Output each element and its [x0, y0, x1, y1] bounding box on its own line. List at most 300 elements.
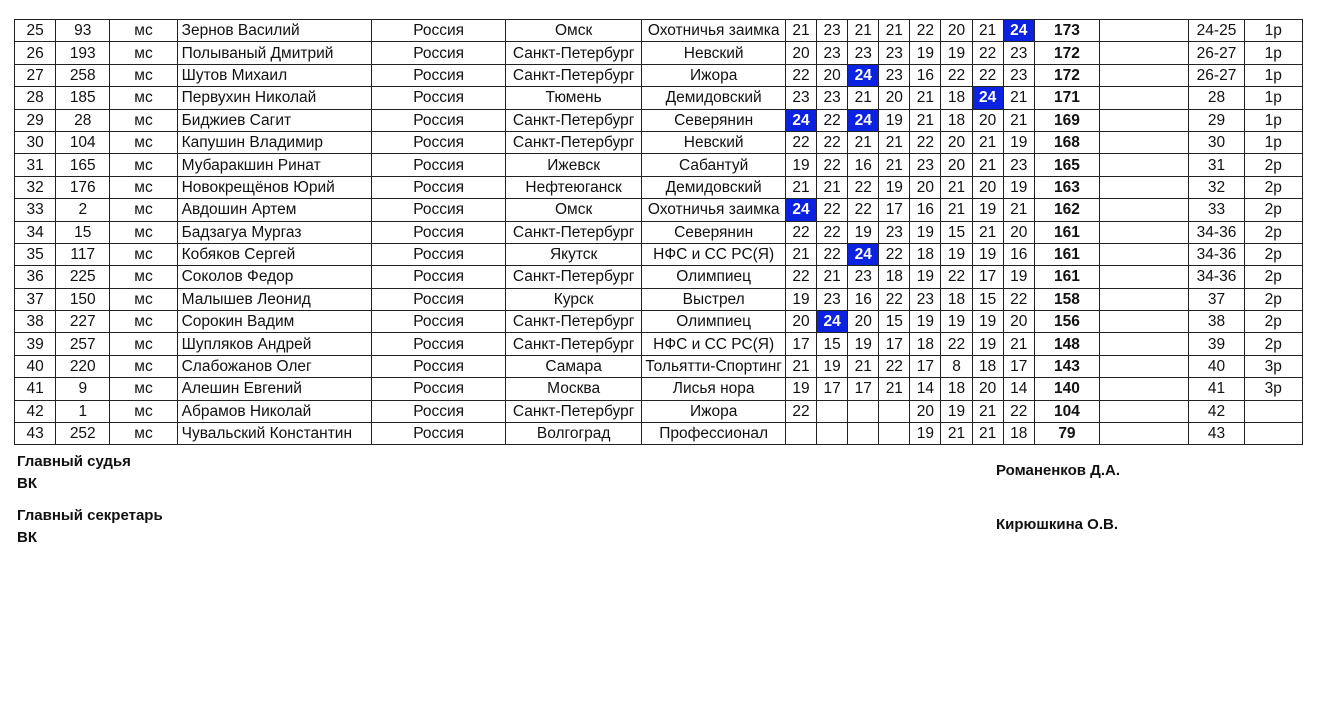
city-cell: Санкт-Петербург — [505, 42, 642, 64]
category-cell: 3р — [1244, 378, 1302, 400]
series-score-cell: 18 — [941, 288, 972, 310]
category-cell — [1244, 423, 1302, 445]
series-score-cell: 19 — [848, 221, 879, 243]
series-score-cell: 19 — [910, 266, 941, 288]
series-score-cell: 19 — [941, 400, 972, 422]
shootoff-cell — [1100, 378, 1189, 400]
club-cell: Охотничья заимка — [642, 20, 786, 42]
category-cell: 2р — [1244, 266, 1302, 288]
shootoff-cell — [1100, 423, 1189, 445]
series-score-cell: 23 — [1003, 42, 1034, 64]
city-cell: Нефтеюганск — [505, 176, 642, 198]
country-cell: Россия — [372, 20, 506, 42]
table-row — [15, 64, 1303, 86]
bib-cell: 220 — [56, 355, 110, 377]
series-score-cell: 21 — [785, 20, 816, 42]
total-cell: 172 — [1034, 42, 1099, 64]
shootoff-cell — [1100, 243, 1189, 265]
shootoff-cell — [1100, 20, 1189, 42]
shootoff-cell — [1100, 64, 1189, 86]
shootoff-cell — [1100, 355, 1189, 377]
series-score-cell: 24 — [785, 199, 816, 221]
athlete-name-cell: Полываный Дмитрий — [177, 42, 372, 64]
series-score-cell: 22 — [879, 355, 910, 377]
club-cell: Профессионал — [642, 423, 786, 445]
series-score-cell: 21 — [972, 154, 1003, 176]
city-cell: Санкт-Петербург — [505, 131, 642, 153]
place-cell: 36 — [15, 266, 56, 288]
athlete-name-cell: Слабожанов Олег — [177, 355, 372, 377]
place-cell: 38 — [15, 311, 56, 333]
total-cell: 169 — [1034, 109, 1099, 131]
series-score-cell: 19 — [785, 154, 816, 176]
total-cell: 173 — [1034, 20, 1099, 42]
athlete-name-cell: Шутов Михаил — [177, 64, 372, 86]
shootoff-cell — [1100, 176, 1189, 198]
rank-cell: мс — [110, 154, 177, 176]
series-score-cell: 19 — [848, 333, 879, 355]
bib-cell: 150 — [56, 288, 110, 310]
chief-secretary-rank: ВК — [17, 529, 37, 546]
total-cell: 143 — [1034, 355, 1099, 377]
shootoff-cell — [1100, 42, 1189, 64]
country-cell: Россия — [372, 64, 506, 86]
bib-cell: 258 — [56, 64, 110, 86]
club-cell: НФС и СС РС(Я) — [642, 243, 786, 265]
bib-cell: 176 — [56, 176, 110, 198]
placing-cell: 31 — [1189, 154, 1244, 176]
city-cell: Якутск — [505, 243, 642, 265]
category-cell: 1р — [1244, 131, 1302, 153]
series-score-cell: 16 — [910, 64, 941, 86]
results-body — [15, 20, 1303, 445]
series-score-cell: 19 — [972, 243, 1003, 265]
placing-cell: 34-36 — [1189, 243, 1244, 265]
series-score-cell: 21 — [785, 176, 816, 198]
country-cell: Россия — [372, 131, 506, 153]
series-score-cell: 21 — [879, 154, 910, 176]
shootoff-cell — [1100, 333, 1189, 355]
series-score-cell: 19 — [1003, 131, 1034, 153]
series-score-cell: 21 — [910, 109, 941, 131]
series-score-cell: 19 — [817, 355, 848, 377]
total-cell: 162 — [1034, 199, 1099, 221]
club-cell: Северянин — [642, 109, 786, 131]
series-score-cell: 19 — [941, 42, 972, 64]
bib-cell: 9 — [56, 378, 110, 400]
country-cell: Россия — [372, 42, 506, 64]
series-score-cell: 20 — [941, 131, 972, 153]
series-score-cell: 23 — [817, 288, 848, 310]
category-cell: 2р — [1244, 311, 1302, 333]
bib-cell: 28 — [56, 109, 110, 131]
series-score-cell: 19 — [910, 311, 941, 333]
chief-judge-label: Главный судья — [17, 453, 131, 470]
series-score-cell: 23 — [879, 42, 910, 64]
category-cell: 1р — [1244, 109, 1302, 131]
series-score-cell — [848, 400, 879, 422]
shootoff-cell — [1100, 109, 1189, 131]
series-score-cell: 21 — [910, 87, 941, 109]
placing-cell: 29 — [1189, 109, 1244, 131]
shootoff-cell — [1100, 221, 1189, 243]
rank-cell: мс — [110, 311, 177, 333]
series-score-cell: 21 — [848, 131, 879, 153]
rank-cell: мс — [110, 288, 177, 310]
results-table — [14, 19, 1303, 445]
series-score-cell: 19 — [785, 378, 816, 400]
city-cell: Санкт-Петербург — [505, 311, 642, 333]
series-score-cell: 17 — [817, 378, 848, 400]
series-score-cell: 23 — [910, 154, 941, 176]
placing-cell: 39 — [1189, 333, 1244, 355]
series-score-cell: 21 — [941, 423, 972, 445]
series-score-cell: 19 — [941, 243, 972, 265]
bib-cell: 165 — [56, 154, 110, 176]
series-score-cell: 18 — [941, 109, 972, 131]
series-score-cell: 20 — [910, 400, 941, 422]
series-score-cell: 23 — [848, 266, 879, 288]
club-cell: Сабантуй — [642, 154, 786, 176]
club-cell: Демидовский — [642, 176, 786, 198]
total-cell: 140 — [1034, 378, 1099, 400]
series-score-cell: 14 — [910, 378, 941, 400]
series-score-cell: 20 — [1003, 311, 1034, 333]
total-cell: 165 — [1034, 154, 1099, 176]
series-score-cell: 20 — [941, 20, 972, 42]
series-score-cell: 22 — [785, 221, 816, 243]
total-cell: 161 — [1034, 266, 1099, 288]
series-score-cell: 21 — [817, 176, 848, 198]
series-score-cell: 24 — [848, 64, 879, 86]
series-score-cell: 21 — [941, 176, 972, 198]
series-score-cell: 22 — [941, 64, 972, 86]
club-cell: Выстрел — [642, 288, 786, 310]
table-row — [15, 378, 1303, 400]
shootoff-cell — [1100, 288, 1189, 310]
athlete-name-cell: Бадзагуа Мургаз — [177, 221, 372, 243]
table-row — [15, 423, 1303, 445]
rank-cell: мс — [110, 20, 177, 42]
bib-cell: 2 — [56, 199, 110, 221]
placing-cell: 32 — [1189, 176, 1244, 198]
country-cell: Россия — [372, 266, 506, 288]
table-row — [15, 20, 1303, 42]
shootoff-cell — [1100, 87, 1189, 109]
placing-cell: 26-27 — [1189, 64, 1244, 86]
country-cell: Россия — [372, 243, 506, 265]
series-score-cell: 21 — [972, 131, 1003, 153]
series-score-cell: 17 — [785, 333, 816, 355]
series-score-cell: 24 — [817, 311, 848, 333]
shootoff-cell — [1100, 400, 1189, 422]
series-score-cell: 22 — [817, 154, 848, 176]
series-score-cell: 21 — [1003, 109, 1034, 131]
total-cell: 104 — [1034, 400, 1099, 422]
bib-cell: 257 — [56, 333, 110, 355]
shootoff-cell — [1100, 199, 1189, 221]
club-cell: Демидовский — [642, 87, 786, 109]
series-score-cell: 22 — [879, 243, 910, 265]
series-score-cell: 17 — [879, 199, 910, 221]
placing-cell: 42 — [1189, 400, 1244, 422]
series-score-cell: 23 — [1003, 64, 1034, 86]
series-score-cell: 20 — [972, 378, 1003, 400]
chief-secretary-name: Кирюшкина О.В. — [996, 516, 1118, 533]
series-score-cell: 22 — [785, 400, 816, 422]
rank-cell: мс — [110, 333, 177, 355]
athlete-name-cell: Первухин Николай — [177, 87, 372, 109]
country-cell: Россия — [372, 221, 506, 243]
table-row — [15, 311, 1303, 333]
series-score-cell — [785, 423, 816, 445]
series-score-cell: 20 — [785, 311, 816, 333]
series-score-cell: 23 — [817, 42, 848, 64]
place-cell: 28 — [15, 87, 56, 109]
series-score-cell: 21 — [1003, 333, 1034, 355]
series-score-cell: 17 — [910, 355, 941, 377]
series-score-cell: 22 — [941, 266, 972, 288]
city-cell: Омск — [505, 199, 642, 221]
athlete-name-cell: Новокрещёнов Юрий — [177, 176, 372, 198]
bib-cell: 225 — [56, 266, 110, 288]
series-score-cell: 20 — [848, 311, 879, 333]
place-cell: 43 — [15, 423, 56, 445]
place-cell: 27 — [15, 64, 56, 86]
series-score-cell: 23 — [848, 42, 879, 64]
country-cell: Россия — [372, 378, 506, 400]
series-score-cell: 21 — [972, 221, 1003, 243]
placing-cell: 34-36 — [1189, 221, 1244, 243]
category-cell: 2р — [1244, 154, 1302, 176]
series-score-cell: 17 — [1003, 355, 1034, 377]
series-score-cell: 24 — [972, 87, 1003, 109]
placing-cell: 30 — [1189, 131, 1244, 153]
country-cell: Россия — [372, 199, 506, 221]
table-row — [15, 109, 1303, 131]
country-cell: Россия — [372, 87, 506, 109]
placing-cell: 41 — [1189, 378, 1244, 400]
place-cell: 25 — [15, 20, 56, 42]
total-cell: 148 — [1034, 333, 1099, 355]
chief-judge-name: Романенков Д.А. — [996, 462, 1121, 479]
bib-cell: 1 — [56, 400, 110, 422]
country-cell: Россия — [372, 176, 506, 198]
series-score-cell: 18 — [879, 266, 910, 288]
rank-cell: мс — [110, 64, 177, 86]
place-cell: 33 — [15, 199, 56, 221]
city-cell: Санкт-Петербург — [505, 64, 642, 86]
series-score-cell: 15 — [972, 288, 1003, 310]
city-cell: Волгоград — [505, 423, 642, 445]
table-row — [15, 154, 1303, 176]
series-score-cell: 22 — [1003, 400, 1034, 422]
place-cell: 32 — [15, 176, 56, 198]
bib-cell: 117 — [56, 243, 110, 265]
series-score-cell: 18 — [910, 333, 941, 355]
club-cell: Олимпиец — [642, 266, 786, 288]
category-cell: 2р — [1244, 288, 1302, 310]
series-score-cell: 23 — [879, 64, 910, 86]
series-score-cell: 21 — [941, 199, 972, 221]
total-cell: 172 — [1034, 64, 1099, 86]
series-score-cell: 22 — [785, 131, 816, 153]
club-cell: Лисья нора — [642, 378, 786, 400]
series-score-cell: 22 — [972, 64, 1003, 86]
city-cell: Санкт-Петербург — [505, 400, 642, 422]
series-score-cell: 22 — [817, 199, 848, 221]
table-row — [15, 42, 1303, 64]
city-cell: Санкт-Петербург — [505, 109, 642, 131]
table-row — [15, 333, 1303, 355]
total-cell: 79 — [1034, 423, 1099, 445]
athlete-name-cell: Сорокин Вадим — [177, 311, 372, 333]
total-cell: 163 — [1034, 176, 1099, 198]
table-row — [15, 87, 1303, 109]
country-cell: Россия — [372, 355, 506, 377]
club-cell: Тольятти-Спортинг — [642, 355, 786, 377]
category-cell: 3р — [1244, 355, 1302, 377]
series-score-cell: 19 — [941, 311, 972, 333]
category-cell: 1р — [1244, 42, 1302, 64]
series-score-cell: 18 — [1003, 423, 1034, 445]
series-score-cell: 22 — [1003, 288, 1034, 310]
series-score-cell: 24 — [848, 109, 879, 131]
rank-cell: мс — [110, 109, 177, 131]
series-score-cell: 22 — [785, 266, 816, 288]
series-score-cell: 18 — [941, 87, 972, 109]
series-score-cell: 19 — [879, 176, 910, 198]
series-score-cell: 16 — [910, 199, 941, 221]
total-cell: 161 — [1034, 243, 1099, 265]
table-row — [15, 199, 1303, 221]
country-cell: Россия — [372, 154, 506, 176]
bib-cell: 185 — [56, 87, 110, 109]
club-cell: Ижора — [642, 64, 786, 86]
city-cell: Москва — [505, 378, 642, 400]
series-score-cell: 15 — [817, 333, 848, 355]
series-score-cell: 20 — [910, 176, 941, 198]
country-cell: Россия — [372, 333, 506, 355]
series-score-cell: 23 — [785, 87, 816, 109]
club-cell: Олимпиец — [642, 311, 786, 333]
athlete-name-cell: Чувальский Константин — [177, 423, 372, 445]
athlete-name-cell: Кобяков Сергей — [177, 243, 372, 265]
series-score-cell: 22 — [817, 221, 848, 243]
total-cell: 156 — [1034, 311, 1099, 333]
rank-cell: мс — [110, 176, 177, 198]
category-cell: 1р — [1244, 20, 1302, 42]
place-cell: 37 — [15, 288, 56, 310]
series-score-cell: 23 — [817, 87, 848, 109]
rank-cell: мс — [110, 131, 177, 153]
city-cell: Ижевск — [505, 154, 642, 176]
bib-cell: 104 — [56, 131, 110, 153]
category-cell: 2р — [1244, 176, 1302, 198]
series-score-cell: 19 — [785, 288, 816, 310]
shootoff-cell — [1100, 311, 1189, 333]
series-score-cell: 19 — [910, 221, 941, 243]
rank-cell: мс — [110, 243, 177, 265]
table-row — [15, 131, 1303, 153]
series-score-cell: 19 — [1003, 266, 1034, 288]
series-score-cell: 21 — [972, 20, 1003, 42]
series-score-cell: 20 — [785, 42, 816, 64]
place-cell: 26 — [15, 42, 56, 64]
series-score-cell: 22 — [879, 288, 910, 310]
table-row — [15, 355, 1303, 377]
city-cell: Самара — [505, 355, 642, 377]
rank-cell: мс — [110, 221, 177, 243]
series-score-cell: 21 — [879, 378, 910, 400]
city-cell: Омск — [505, 20, 642, 42]
place-cell: 34 — [15, 221, 56, 243]
athlete-name-cell: Алешин Евгений — [177, 378, 372, 400]
series-score-cell: 23 — [817, 20, 848, 42]
placing-cell: 24-25 — [1189, 20, 1244, 42]
placing-cell: 34-36 — [1189, 266, 1244, 288]
club-cell: НФС и СС РС(Я) — [642, 333, 786, 355]
chief-judge-rank: ВК — [17, 475, 37, 492]
category-cell — [1244, 400, 1302, 422]
series-score-cell: 21 — [785, 243, 816, 265]
series-score-cell: 21 — [879, 131, 910, 153]
rank-cell: мс — [110, 355, 177, 377]
series-score-cell: 21 — [972, 423, 1003, 445]
rank-cell: мс — [110, 266, 177, 288]
place-cell: 39 — [15, 333, 56, 355]
series-score-cell: 24 — [785, 109, 816, 131]
bib-cell: 252 — [56, 423, 110, 445]
club-cell: Северянин — [642, 221, 786, 243]
table-row — [15, 176, 1303, 198]
series-score-cell: 17 — [879, 333, 910, 355]
series-score-cell: 18 — [910, 243, 941, 265]
place-cell: 42 — [15, 400, 56, 422]
table-row — [15, 243, 1303, 265]
series-score-cell: 22 — [848, 199, 879, 221]
athlete-name-cell: Зернов Василий — [177, 20, 372, 42]
club-cell: Ижора — [642, 400, 786, 422]
total-cell: 171 — [1034, 87, 1099, 109]
athlete-name-cell: Соколов Федор — [177, 266, 372, 288]
shootoff-cell — [1100, 131, 1189, 153]
placing-cell: 40 — [1189, 355, 1244, 377]
series-score-cell: 21 — [879, 20, 910, 42]
series-score-cell: 20 — [879, 87, 910, 109]
bib-cell: 93 — [56, 20, 110, 42]
series-score-cell: 20 — [817, 64, 848, 86]
bib-cell: 227 — [56, 311, 110, 333]
series-score-cell: 22 — [817, 109, 848, 131]
category-cell: 1р — [1244, 64, 1302, 86]
series-score-cell: 22 — [785, 64, 816, 86]
series-score-cell: 14 — [1003, 378, 1034, 400]
series-score-cell: 21 — [848, 87, 879, 109]
shootoff-cell — [1100, 154, 1189, 176]
category-cell: 2р — [1244, 243, 1302, 265]
table-row — [15, 400, 1303, 422]
series-score-cell: 16 — [848, 288, 879, 310]
athlete-name-cell: Абрамов Николай — [177, 400, 372, 422]
series-score-cell: 22 — [848, 176, 879, 198]
city-cell: Санкт-Петербург — [505, 266, 642, 288]
series-score-cell: 20 — [1003, 221, 1034, 243]
place-cell: 40 — [15, 355, 56, 377]
series-score-cell: 18 — [972, 355, 1003, 377]
athlete-name-cell: Авдошин Артем — [177, 199, 372, 221]
series-score-cell: 21 — [972, 400, 1003, 422]
